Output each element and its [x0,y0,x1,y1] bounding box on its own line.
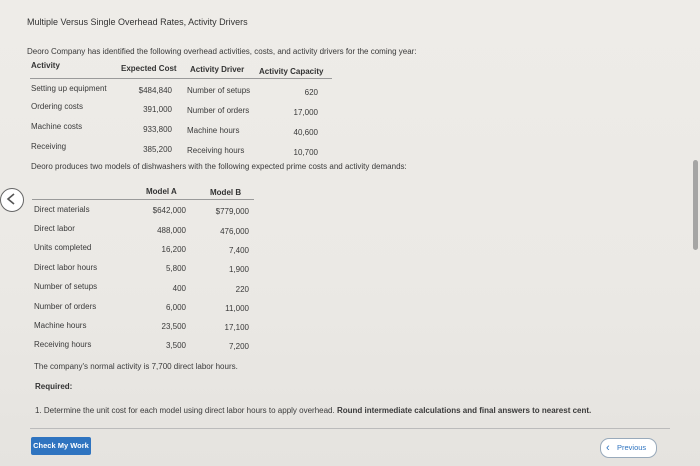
t2-row7-label: Machine hours [34,321,87,330]
t1-row4-driver: Receiving hours [187,146,245,155]
requirement-1-text: 1. Determine the unit cost for each model using direct labor hours to apply overhead. [35,406,335,415]
t1-row2-cost: 391,000 [143,105,172,114]
t1-header-activity-capacity: Activity Capacity [259,67,324,76]
intro2-text: Deoro produces two models of dishwashers with the following expected prime costs and activity demands: [31,162,407,171]
t2-row3-model-b: 7,400 [228,246,249,255]
requirement-1 [35,406,591,415]
page-title: Multiple Versus Single Overhead Rates, Activity Drivers [27,17,248,27]
t2-row3-model-a: 16,200 [161,245,186,254]
t2-header-model-a: Model A [146,187,177,196]
t2-row6-model-a: 6,000 [165,303,186,312]
t1-header-activity-driver: Activity Driver [190,65,245,74]
t2-row1-model-a: $642,000 [152,206,186,215]
requirement-1-rounding-note: Round intermediate calculations and final answers to nearest cent. [336,406,592,415]
t1-row4-capacity: 10,700 [293,148,318,157]
t1-row2-capacity: 17,000 [293,108,318,117]
t1-row1-cost: $484,840 [138,86,172,95]
t1-row3-driver: Machine hours [187,126,240,135]
t2-row8-model-a: 3,500 [165,341,186,350]
t1-row3-capacity: 40,600 [293,128,318,137]
t1-header-rule [30,78,332,79]
t2-row4-model-b: 1,900 [228,265,249,274]
t2-row6-model-b: 11,000 [225,304,249,313]
t2-row7-model-a: 23,500 [161,322,186,331]
intro-text: Deoro Company has identified the following overhead activities, costs, and activity drivers for the coming year: [27,47,417,56]
t2-row8-model-b: 7,200 [228,342,249,351]
t1-row3-cost: 933,800 [143,125,172,134]
previous-button-label: Previous [617,443,647,452]
footer-divider [30,428,670,429]
t2-header-model-b: Model B [210,188,242,197]
scrollbar[interactable] [693,160,698,250]
t2-row8-label: Receiving hours [34,340,92,349]
normal-activity-text: The company's normal activity is 7,700 direct labor hours. [34,362,238,371]
t2-row2-label: Direct labor [34,224,75,233]
t2-row5-label: Number of setups [34,282,98,291]
chevron-left-icon: ‹ [606,442,610,454]
t2-row4-model-a: 5,800 [165,264,186,273]
check-my-work-button[interactable]: Check My Work [31,437,91,455]
t1-row1-activity: Setting up equipment [31,84,107,93]
t1-row4-cost: 385,200 [143,145,172,154]
t2-row2-model-b: 476,000 [220,227,249,236]
chevron-left-icon [6,193,16,205]
t1-row2-activity: Ordering costs [31,102,84,111]
t2-row4-label: Direct labor hours [34,263,98,272]
t1-row1-capacity: 620 [304,88,318,97]
t1-row4-activity: Receiving [31,142,67,151]
t2-row5-model-b: 220 [235,285,249,294]
t2-row2-model-a: 488,000 [157,226,186,235]
t1-row2-driver: Number of orders [187,106,250,115]
t1-header-expected-cost: Expected Cost [121,64,177,73]
t1-row1-driver: Number of setups [187,86,251,95]
back-arrow-button[interactable] [0,188,24,212]
previous-button[interactable] [600,438,657,458]
t2-row3-label: Units completed [34,243,92,252]
t2-row5-model-a: 400 [172,284,186,293]
t2-row1-label: Direct materials [34,205,90,214]
t2-row6-label: Number of orders [34,302,97,311]
t1-row3-activity: Machine costs [31,122,83,131]
required-label: Required: [35,382,73,391]
t1-header-activity: Activity [31,61,60,70]
t2-header-rule [32,199,254,200]
t2-row7-model-b: 17,100 [224,323,249,332]
t2-row1-model-b: $779,000 [215,207,249,216]
